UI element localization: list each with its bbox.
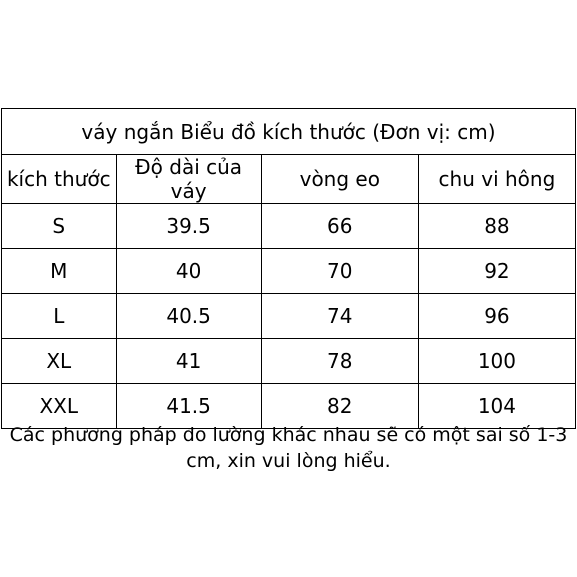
cell-skirt-length: 39.5: [116, 204, 261, 249]
cell-size: L: [2, 294, 117, 339]
measurement-note: Các phương pháp đo lường khác nhau sẽ có một sai số 1-3 cm, xin vui lòng hiểu.: [9, 424, 568, 472]
cell-hip: 92: [418, 249, 575, 294]
cell-waist: 70: [261, 249, 418, 294]
cell-size: XL: [2, 339, 117, 384]
cell-skirt-length: 41.5: [116, 384, 261, 429]
cell-skirt-length: 40.5: [116, 294, 261, 339]
header-skirt-length: Độ dài của váy: [116, 155, 261, 204]
cell-waist: 74: [261, 294, 418, 339]
cell-skirt-length: 41: [116, 339, 261, 384]
size-chart: [1, 108, 576, 479]
table-row: [2, 204, 576, 249]
cell-waist: 78: [261, 339, 418, 384]
cell-waist: 66: [261, 204, 418, 249]
cell-size: XXL: [2, 384, 117, 429]
header-waist: vòng eo: [261, 155, 418, 204]
cell-hip: 100: [418, 339, 575, 384]
cell-hip: 88: [418, 204, 575, 249]
cell-waist: 82: [261, 384, 418, 429]
header-size: kích thước: [2, 155, 117, 204]
header-row: [2, 155, 576, 204]
header-hip: chu vi hông: [418, 155, 575, 204]
cell-hip: 104: [418, 384, 575, 429]
cell-hip: 96: [418, 294, 575, 339]
cell-skirt-length: 40: [116, 249, 261, 294]
table-row: [2, 249, 576, 294]
table-row: [2, 339, 576, 384]
cell-size: M: [2, 249, 117, 294]
size-table: [1, 154, 576, 429]
cell-size: S: [2, 204, 117, 249]
chart-title: váy ngắn Biểu đồ kích thước (Đơn vị: cm): [1, 108, 576, 155]
table-row: [2, 294, 576, 339]
